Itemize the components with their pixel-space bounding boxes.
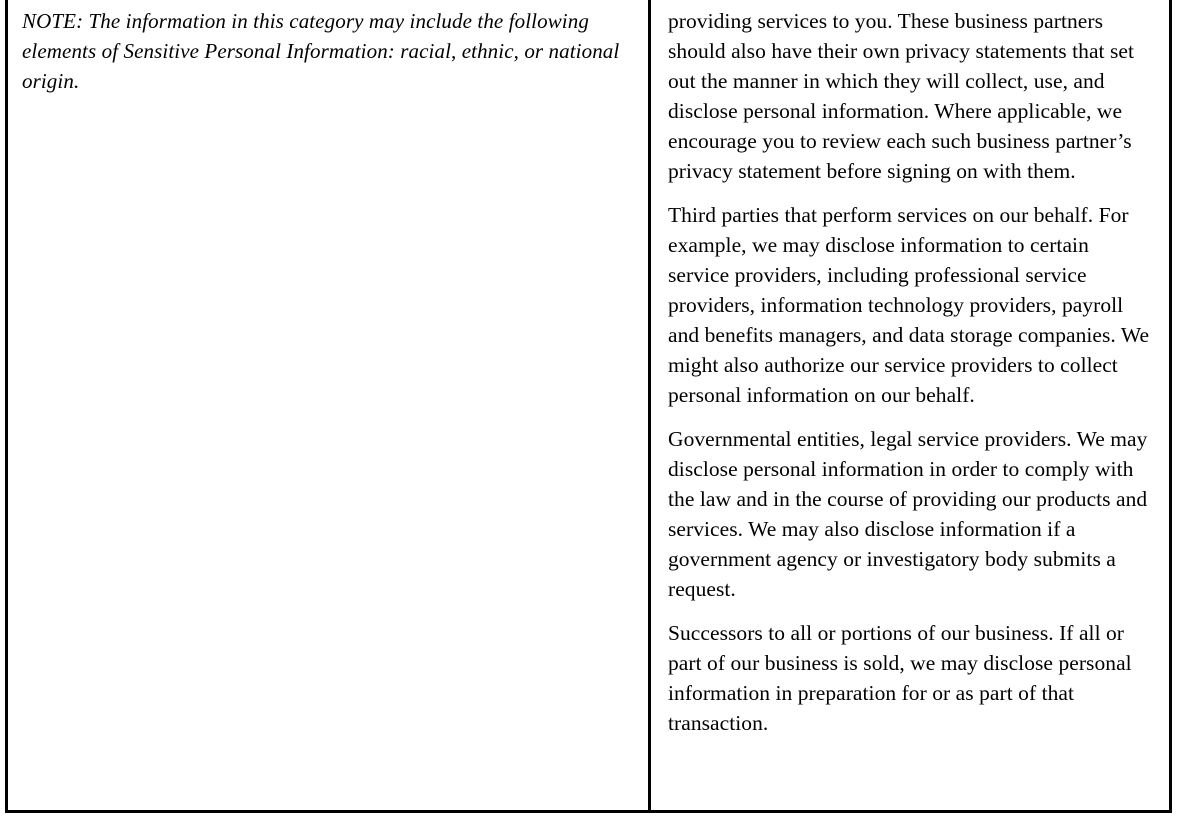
table-cell-category-note <box>8 0 651 810</box>
table-cell-disclosure-details <box>651 0 1169 810</box>
sensitive-personal-information-note: NOTE: The information in this category may include the following elements of Sensitive Personal Information: racial, ethnic, or national origin. <box>22 9 620 93</box>
paragraph-governmental-entities: Governmental entities, legal service providers. We may disclose personal information in order to comply with the law and in the course of providing our products and services. We may also disclose information if a government agency or investigatory body submits a request. <box>668 427 1148 601</box>
privacy-disclosure-table <box>5 0 1172 813</box>
paragraph-third-party-service-providers: Third parties that perform services on our behalf. For example, we may disclose information to certain service providers, including professional service providers, information technology providers, payroll and benefits managers, and data storage companies. We might also authorize our service providers to collect personal information on our behalf. <box>668 203 1150 407</box>
paragraph-business-successors: Successors to all or portions of our business. If all or part of our business is sold, we may disclose personal information in preparation for or as part of that transaction. <box>668 621 1132 735</box>
paragraph-business-partners: providing services to you. These business partners should also have their own privacy statements that set out the manner in which they will collect, use, and disclose personal information. Where applicable, we encourage you to review each such business partner’s privacy statement before signing on with them. <box>668 9 1135 183</box>
